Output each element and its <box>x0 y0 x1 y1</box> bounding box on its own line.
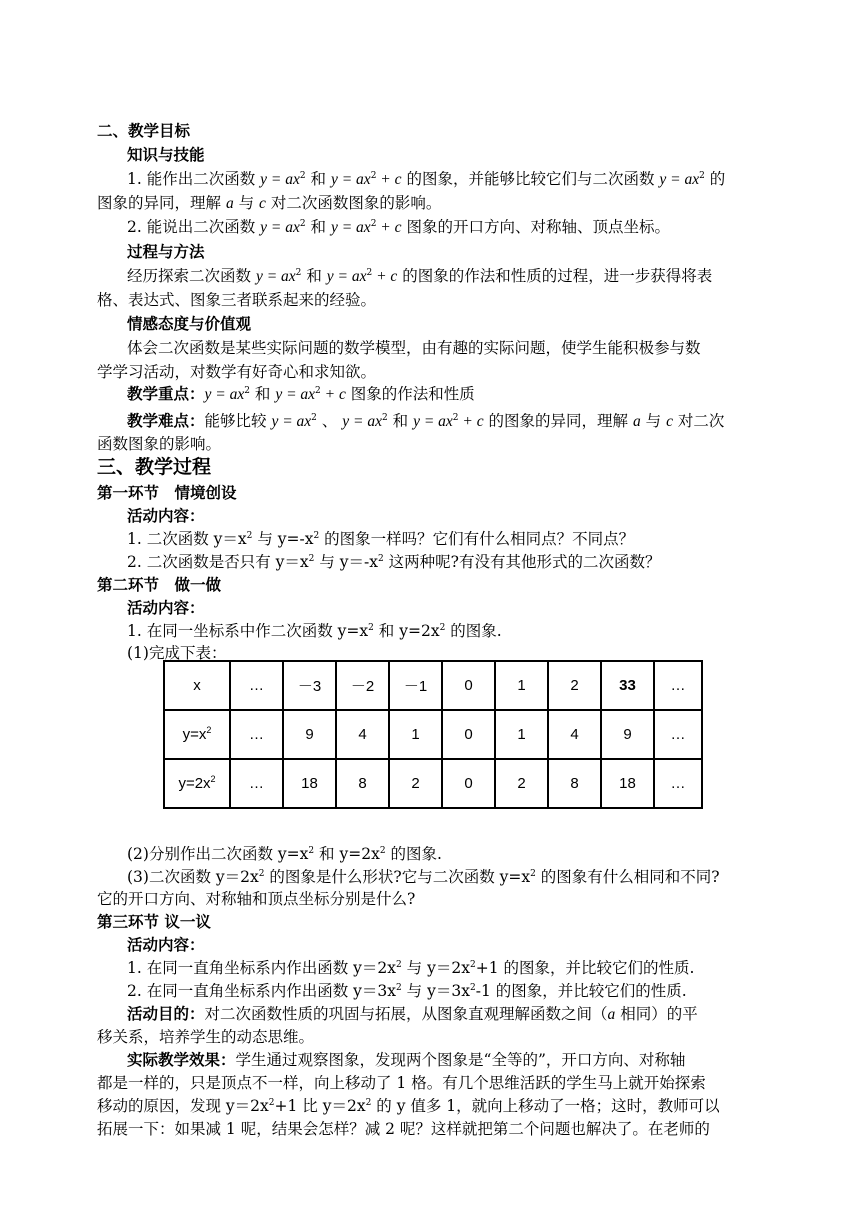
table-row <box>164 710 702 759</box>
table-cell: … <box>230 759 283 808</box>
table-cell: 0 <box>442 759 495 808</box>
table-cell: … <box>654 661 702 710</box>
table-row-label: x <box>164 661 230 710</box>
table-cell: 8 <box>548 759 601 808</box>
section-heading-process: 三、教学过程 <box>97 456 212 478</box>
table-cell: 9 <box>283 710 336 759</box>
link3-purpose-cont: 移关系，培养学生的动态思维。 <box>97 1028 315 1046</box>
table-cell: －1 <box>389 661 442 710</box>
link3-effect: 实际教学效果：学生通过观察图象，发现两个图象是“全等的”，开口方向、对称轴 <box>127 1050 686 1069</box>
link1-activity-label: 活动内容： <box>127 506 205 525</box>
link3-effect-line-4: 拓展一下：如果减 1 呢，结果会怎样？减 2 呢？这样就把第二个问题也解决了。在老师的 <box>97 1120 710 1138</box>
table-cell: －3 <box>283 661 336 710</box>
subheading-process: 过程与方法 <box>127 242 205 261</box>
link3-question-1: 1. 在同一直角坐标系内作出函数 $y=2x^2$ 与 $y=2x^2+1$ 的图象，并比较它们的性质. <box>127 959 695 977</box>
table-cell: 8 <box>336 759 389 808</box>
link2-fill-table-instruction: (1)完成下表： <box>127 644 227 662</box>
section-heading-objectives: 二、教学目标 <box>97 121 191 140</box>
table-cell: 9 <box>601 710 654 759</box>
table-cell: 2 <box>548 661 601 710</box>
table-cell: 2 <box>495 759 548 808</box>
table-cell: … <box>654 759 702 808</box>
table-cell: 18 <box>283 759 336 808</box>
knowledge-item-2: 2. 能说出二次函数 $y = ax^2$ 和 $y = ax^2 + c$ 图象的开口方向、对称轴、顶点坐标。 <box>127 218 670 236</box>
link3-activity-label: 活动内容： <box>127 935 205 954</box>
link3-effect-line-2: 都是一样的，只是顶点不一样，向上移动了 1 格。有几个思维活跃的学生马上就开始探索 <box>97 1074 706 1092</box>
table-cell: 4 <box>336 710 389 759</box>
table-cell: 33 <box>601 661 654 710</box>
link3-question-2: 2. 在同一直角坐标系内作出函数 $y=3x^2$ 与 $y=3x^2-1$ 的图象，并比较它们的性质. <box>127 982 687 1000</box>
table-cell: －2 <box>336 661 389 710</box>
teaching-difficulty: 教学难点：能够比较 $y = ax^2$ 、 $y = ax^2$ 和 $y = ax^2 + c$ 的图象的异同，理解 a 与 c 对二次 <box>127 411 725 430</box>
table-cell: 2 <box>389 759 442 808</box>
subheading-emotion: 情感态度与价值观 <box>127 314 252 333</box>
teaching-difficulty-cont: 函数图象的影响。 <box>97 435 222 453</box>
table-cell: 18 <box>601 759 654 808</box>
link1-title: 第一环节 情境创设 <box>97 483 237 502</box>
link2-question-3-cont: 它的开口方向、对称轴和顶点坐标分别是什么? <box>97 890 416 908</box>
link2-question-3: (3)二次函数 $y=2x^2$ 的图象是什么形状?它与二次函数 $y=x^2$ 的图象有什么相同和不同? <box>127 868 720 886</box>
process-line-1: 经历探索二次函数 $y = ax^2$ 和 $y = ax^2 + c$ 的图象的作法和性质的过程，进一步获得将表 <box>127 267 713 285</box>
knowledge-item-1: 1. 能作出二次函数 $y = ax^2$ 和 $y = ax^2 + c$ 的图象，并能够比较它们与二次函数 $y = ax^2$ 的 <box>127 170 726 188</box>
table-cell: 1 <box>495 710 548 759</box>
table-row <box>164 661 702 710</box>
table-row-label: $y=2x^2$ <box>164 759 230 808</box>
table-cell: … <box>230 710 283 759</box>
table-cell: 0 <box>442 710 495 759</box>
table-cell: 0 <box>442 661 495 710</box>
table-row <box>164 759 702 808</box>
subheading-knowledge: 知识与技能 <box>127 145 205 164</box>
link2-question-1: 1. 在同一坐标系中作二次函数 $y=x^2$ 和 $y=2x^2$ 的图象. <box>127 622 502 640</box>
link1-question-2: 2. 二次函数是否只有 $y=x^2$ 与 $y=-x^2$ 这两种呢?有没有其他形式的二次函数？ <box>127 553 661 571</box>
link3-effect-line-3: 移动的原因，发现 $y=2x^2+1$ 比 $y=2x^2$ 的 y 值多 1，就向上移动了一格；这时，教师可以 <box>97 1097 720 1115</box>
table-cell: 1 <box>495 661 548 710</box>
table-cell: … <box>230 661 283 710</box>
table-cell: … <box>654 710 702 759</box>
link2-title: 第二环节 做一做 <box>97 575 222 594</box>
knowledge-item-1-cont: 图象的异同，理解 a 与 c 对二次函数图象的影响。 <box>97 194 442 212</box>
emotion-line-1: 体会二次函数是某些实际问题的数学模型，由有趣的实际问题，使学生能积极参与数 <box>127 339 701 357</box>
link2-question-2: (2)分别作出二次函数 $y=x^2$ 和 $y=2x^2$ 的图象. <box>127 845 442 863</box>
table-row-label: $y=x^2$ <box>164 710 230 759</box>
teaching-key-point: 教学重点：$y = ax^2$ 和 $y = ax^2 + c$ 图象的作法和性质 <box>127 384 475 403</box>
table-cell: 1 <box>389 710 442 759</box>
process-line-2: 格、表达式、图象三者联系起来的经验。 <box>97 291 377 309</box>
link1-question-1: 1. 二次函数 $y=x^2$ 与 $y=-x^2$ 的图象一样吗？它们有什么相同点？不同点？ <box>127 530 635 548</box>
link3-title: 第三环节 议一议 <box>97 912 211 931</box>
link3-purpose: 活动目的：对二次函数性质的巩固与拓展，从图象直观理解函数之间（a 相同）的平 <box>127 1004 698 1023</box>
table-cell: 4 <box>548 710 601 759</box>
value-table <box>163 660 703 809</box>
emotion-line-2: 学学习活动，对数学有好奇心和求知欲。 <box>97 363 377 381</box>
link2-activity-label: 活动内容： <box>127 598 205 617</box>
